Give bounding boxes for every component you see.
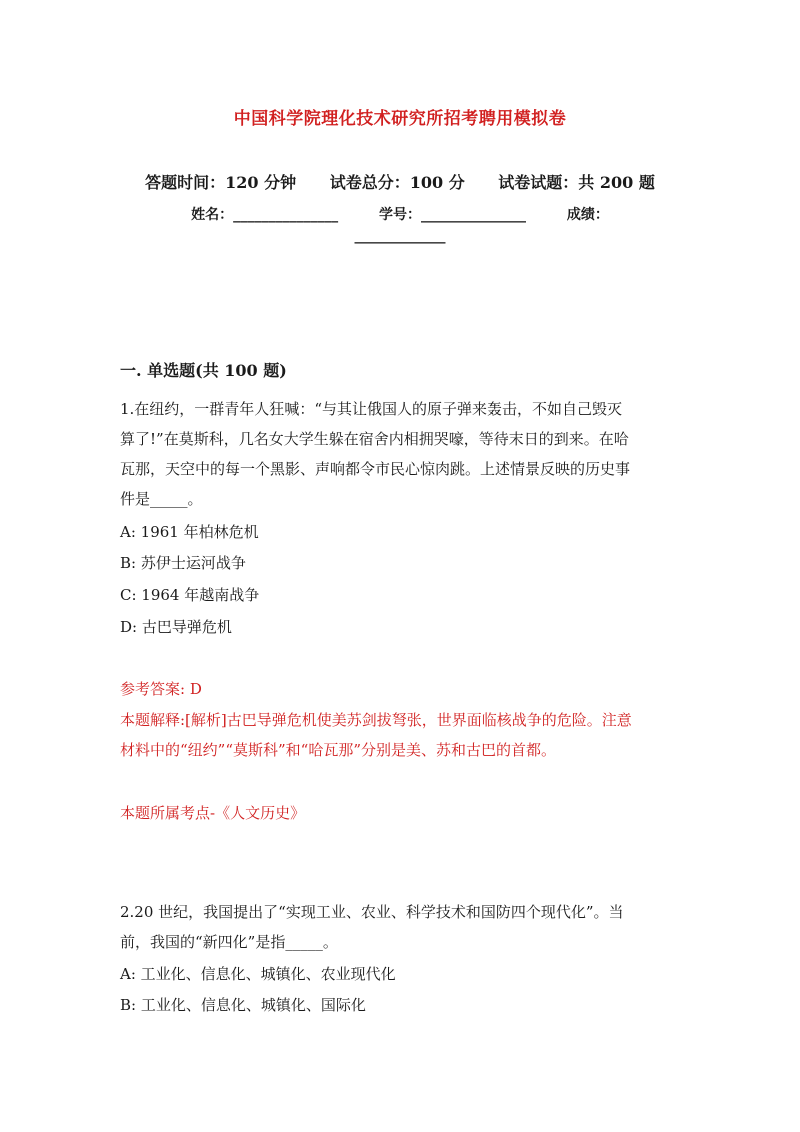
question-2-line-2: 前，我国的“新四化”是指_____。	[120, 933, 338, 951]
question-2-line-1: 2.20 世纪，我国提出了“实现工业、农业、科学技术和国防四个现代化”。当	[120, 903, 624, 921]
question-1-line-4: 件是_____。	[120, 490, 203, 508]
question-2-option-b: B: 工业化、信息化、城镇化、国际化	[120, 996, 366, 1014]
question-1-option-d: D: 古巴导弹危机	[120, 618, 232, 636]
question-1-line-3: 瓦那，天空中的每一个黑影、声响都令市民心惊肉跳。上述情景反映的历史事	[120, 460, 631, 478]
question-1-option-a: A: 1961 年柏林危机	[120, 523, 259, 541]
question-1-line-2: 算了!”在莫斯科，几名女大学生躲在宿舍内相拥哭嚎，等待末日的到来。在哈	[120, 430, 629, 448]
question-1-topic: 本题所属考点-《人文历史》	[120, 804, 306, 822]
name-field: 姓名：_______________	[191, 207, 339, 223]
score-blank-line: _____________	[354, 228, 446, 244]
question-1-explanation-line-1: 本题解释:[解析]古巴导弹危机使美苏剑拔弩张，世界面临核战争的危险。注意	[120, 711, 632, 729]
question-1-option-c: C: 1964 年越南战争	[120, 586, 260, 604]
question-1-answer: 参考答案: D	[120, 680, 202, 698]
question-2-option-a: A: 工业化、信息化、城镇化、农业现代化	[120, 965, 396, 983]
student-id-field: 学号：_______________	[379, 207, 526, 223]
exam-meta	[0, 170, 800, 193]
exam-total-score: 试卷总分：100 分	[329, 173, 465, 192]
student-info-row	[0, 204, 800, 224]
question-1-option-b: B: 苏伊士运河战争	[120, 554, 246, 572]
exam-title: 中国科学院理化技术研究所招考聘用模拟卷	[233, 109, 567, 129]
section-title: 一. 单选题(共 100 题)	[120, 361, 287, 380]
exam-question-count: 试卷试题：共 200 题	[498, 173, 655, 192]
question-1-line-1: 1.在纽约，一群青年人狂喊：“与其让俄国人的原子弹来轰击，不如自己毁灭	[120, 400, 622, 418]
question-1-explanation-line-2: 材料中的“纽约”“莫斯科”和“哈瓦那”分别是美、苏和古巴的首都。	[120, 741, 557, 759]
score-field: 成绩：	[566, 207, 609, 223]
exam-time: 答题时间：120 分钟	[145, 173, 297, 192]
